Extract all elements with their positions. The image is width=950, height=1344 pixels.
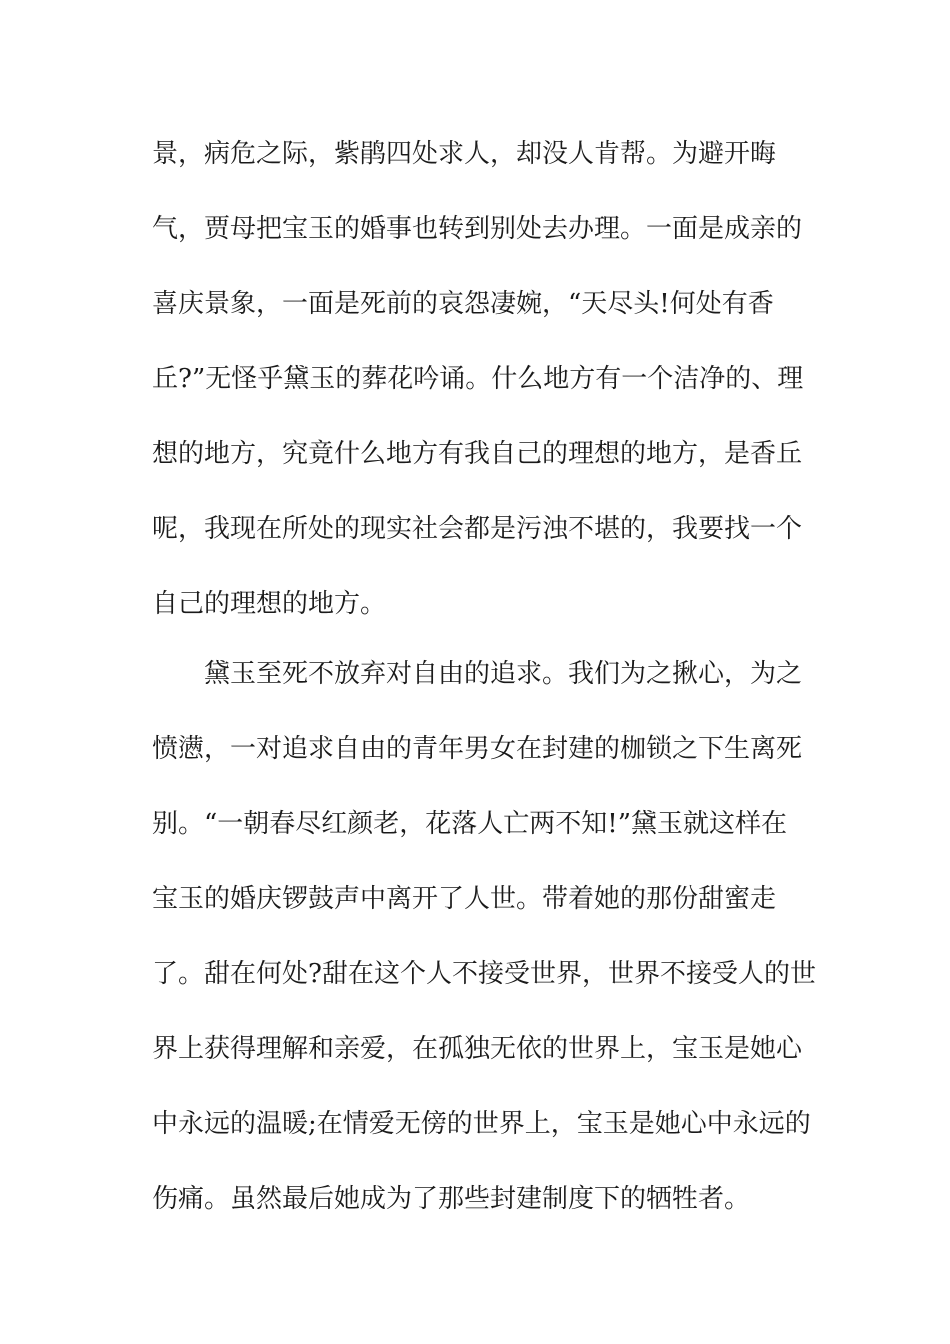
text-line: 景，病危之际，紫鹃四处求人，却没人肯帮。为避开晦 <box>152 139 777 169</box>
text-line: 想的地方，究竟什么地方有我自己的理想的地方，是香丘 <box>152 439 803 469</box>
text-line: 了。甜在何处?甜在这个人不接受世界，世界不接受人的世 <box>152 959 816 989</box>
text-line: 自己的理想的地方。 <box>152 589 387 619</box>
text-line-indented: 黛玉至死不放弃对自由的追求。我们为之揪心，为之 <box>204 659 803 689</box>
text-line: 愤懑，一对追求自由的青年男女在封建的枷锁之下生离死 <box>152 734 803 764</box>
text-line: 别。“一朝春尽红颜老，花落人亡两不知!”黛玉就这样在 <box>152 809 788 839</box>
text-line: 喜庆景象，一面是死前的哀怨凄婉，“天尽头!何处有香 <box>152 289 774 319</box>
text-line: 中永远的温暖;在情爱无傍的世界上，宝玉是她心中永远的 <box>152 1109 811 1139</box>
text-line: 气，贾母把宝玉的婚事也转到别处去办理。一面是成亲的 <box>152 214 803 244</box>
text-line: 界上获得理解和亲爱，在孤独无依的世界上，宝玉是她心 <box>152 1034 803 1064</box>
text-line: 丘?”无怪乎黛玉的葬花吟诵。什么地方有一个洁净的、理 <box>152 364 804 394</box>
text-line: 呢，我现在所处的现实社会都是污浊不堪的，我要找一个 <box>152 514 803 544</box>
text-line: 伤痛。虽然最后她成为了那些封建制度下的牺牲者。 <box>152 1184 751 1214</box>
text-line: 宝玉的婚庆锣鼓声中离开了人世。带着她的那份甜蜜走 <box>152 884 777 914</box>
